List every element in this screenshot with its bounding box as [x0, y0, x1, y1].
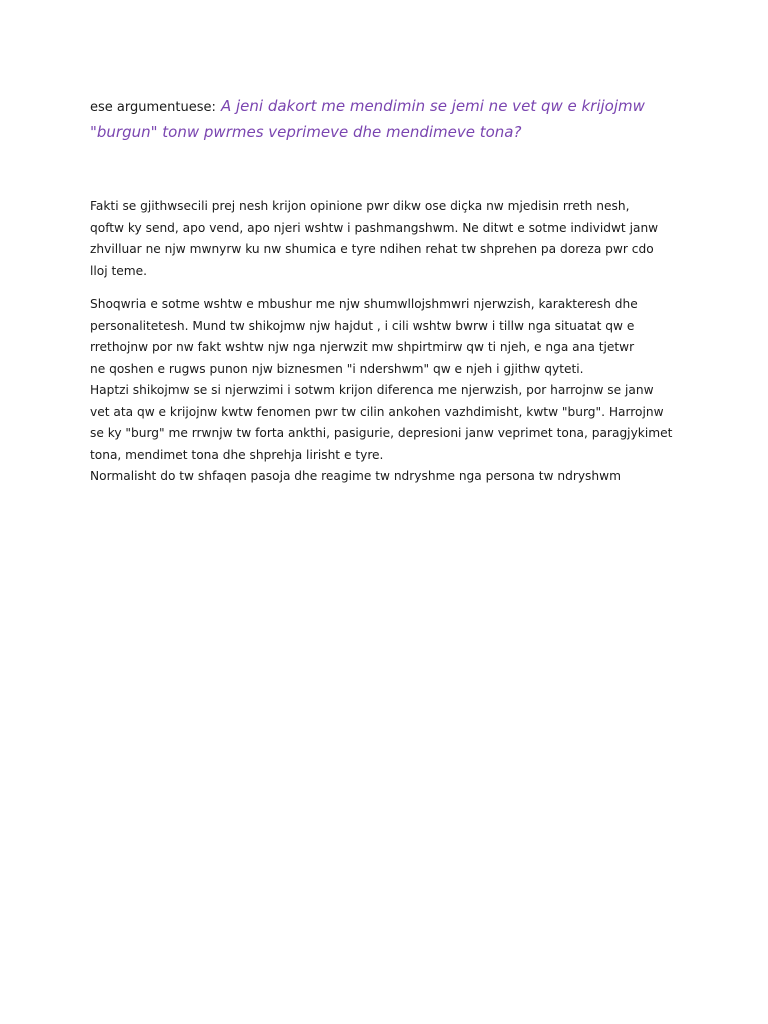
- paragraph-line: lloj teme.: [90, 263, 148, 278]
- essay-question: A jeni dakort me mendimin se jemi ne vet qw e krijojmw "burgun" tonw pwrmes veprimeve dhe mendimeve tona?: [90, 97, 645, 141]
- paragraph-line: zhvilluar ne njw mwnyrw ku nw shumica e tyre ndihen rehat tw shprehen pa doreza pwr cdo: [90, 242, 654, 256]
- paragraph-line: se ky "burg" me rrwnjw tw forta ankthi, pasigurie, depresioni janw veprimet tona, paragjykimet: [90, 426, 673, 440]
- paragraph-line: personalitetesh. Mund tw shikojmw njw hajdut , i cili wshtw bwrw i tillw nga situatat qw e: [90, 318, 635, 333]
- essay-heading: [90, 94, 690, 144]
- paragraph-line: Normalisht do tw shfaqen pasoja dhe reagime tw ndryshme nga persona tw ndryshwm: [90, 469, 621, 483]
- paragraph-line: Fakti se gjithwsecili prej nesh krijon opinione pwr dikw ose diçka nw mjedisin rreth nesh,: [90, 199, 630, 213]
- paragraph-line: ne qoshen e rugws punon njw biznesmen "i ndershwm" qw e njeh i gjithw qyteti.: [90, 361, 584, 376]
- paragraph-line: Shoqwria e sotme wshtw e mbushur me njw shumwllojshmwri njerwzish, karakteresh dhe: [90, 297, 638, 311]
- paragraph-line: Haptzi shikojmw se si njerwzimi i sotwm krijon diferenca me njerwzish, por harrojnw se janw: [90, 383, 654, 397]
- paragraph-line: tona, mendimet tona dhe shprehja lirisht e tyre.: [90, 447, 384, 462]
- heading-prefix: ese argumentuese:: [90, 100, 216, 115]
- paragraph-line: rrethojnw por nw fakt wshtw njw nga njerwzit mw shpirtmirw qw ti njeh, e nga ana tjetwr: [90, 340, 635, 354]
- paragraph-line: vet ata qw e krijojnw kwtw fenomen pwr tw cilin ankohen vazhdimisht, kwtw "burg". Harrojnw: [90, 404, 664, 419]
- paragraph-line: qoftw ky send, apo vend, apo njeri wshtw i pashmangshwm. Ne ditwt e sotme individwt janw: [90, 220, 659, 235]
- paragraph-1: [90, 196, 680, 282]
- paragraph-2: [90, 294, 680, 488]
